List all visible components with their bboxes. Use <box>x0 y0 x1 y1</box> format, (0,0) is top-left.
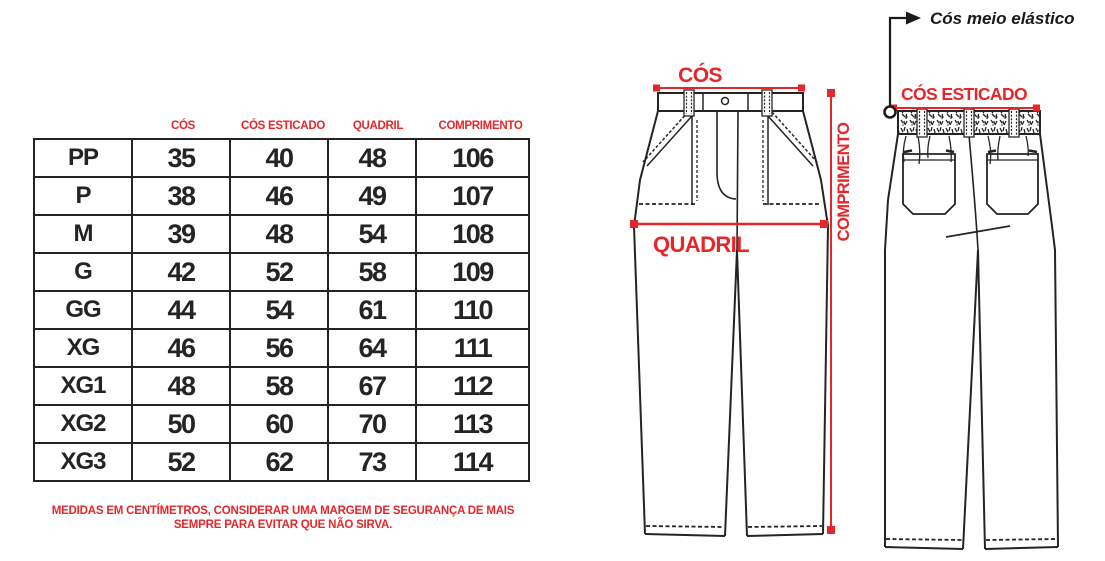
measure-cell: 40 <box>230 139 328 177</box>
measure-cell: 62 <box>230 443 328 481</box>
pants-technical-drawing <box>595 0 1105 561</box>
column-header-cos: CÓS <box>170 120 196 132</box>
cos-measure-line <box>653 63 805 92</box>
table-row <box>34 291 529 329</box>
measure-cell: 109 <box>416 253 529 291</box>
measure-cell: 58 <box>230 367 328 405</box>
back-annotations <box>885 9 1075 118</box>
table-row <box>34 329 529 367</box>
table-footnote <box>8 505 558 532</box>
table-row <box>34 253 529 291</box>
measure-cell: 46 <box>230 177 328 215</box>
measure-cell: 49 <box>328 177 416 215</box>
measure-cell: 54 <box>328 215 416 253</box>
pants-front-view <box>634 90 828 536</box>
cos-esticado-label: CÓS ESTICADO <box>900 84 1028 104</box>
quadril-label: QUADRIL <box>652 232 750 257</box>
measure-cell: 48 <box>230 215 328 253</box>
size-table <box>33 138 530 482</box>
size-cell: GG <box>34 291 132 329</box>
measure-cell: 52 <box>132 443 230 481</box>
callout-label: Cós meio elástico <box>930 9 1075 28</box>
table-row <box>34 215 529 253</box>
table-row <box>34 139 529 177</box>
size-cell: XG3 <box>34 443 132 481</box>
measure-cell: 112 <box>416 367 529 405</box>
comprimento-measure-line <box>827 89 853 534</box>
size-cell: XG2 <box>34 405 132 443</box>
size-table-body <box>34 139 529 481</box>
measure-cell: 48 <box>328 139 416 177</box>
size-cell: PP <box>34 139 132 177</box>
measure-cell: 61 <box>328 291 416 329</box>
front-button <box>722 98 729 105</box>
table-row <box>34 443 529 481</box>
measure-cell: 107 <box>416 177 529 215</box>
measure-cell: 38 <box>132 177 230 215</box>
measure-cell: 111 <box>416 329 529 367</box>
measure-cell: 67 <box>328 367 416 405</box>
size-cell: G <box>34 253 132 291</box>
callout-ring <box>885 107 896 118</box>
table-row <box>34 405 529 443</box>
comprimento-label: COMPRIMENTO <box>835 122 853 242</box>
measure-cell: 46 <box>132 329 230 367</box>
front-annotations <box>630 63 853 534</box>
quadril-measure-line <box>630 220 828 257</box>
measure-cell: 42 <box>132 253 230 291</box>
table-row <box>34 367 529 405</box>
measure-cell: 39 <box>132 215 230 253</box>
measure-cell: 73 <box>328 443 416 481</box>
column-header-cos-esticado: CÓS ESTICADO <box>241 120 325 132</box>
measure-cell: 35 <box>132 139 230 177</box>
measure-cell: 54 <box>230 291 328 329</box>
measure-cell: 56 <box>230 329 328 367</box>
measure-cell: 114 <box>416 443 529 481</box>
cos-label: CÓS <box>678 64 722 87</box>
measure-cell: 48 <box>132 367 230 405</box>
column-header-quadril: QUADRIL <box>352 120 404 132</box>
size-cell: P <box>34 177 132 215</box>
measure-cell: 60 <box>230 405 328 443</box>
column-header-comprimento: COMPRIMENTO <box>438 120 523 132</box>
pants-back-view <box>885 109 1058 549</box>
measure-cell: 110 <box>416 291 529 329</box>
measure-cell: 113 <box>416 405 529 443</box>
size-cell: M <box>34 215 132 253</box>
table-row <box>34 177 529 215</box>
measure-cell: 70 <box>328 405 416 443</box>
measure-cell: 50 <box>132 405 230 443</box>
measure-cell: 58 <box>328 253 416 291</box>
measure-cell: 64 <box>328 329 416 367</box>
footnote-line-1: MEDIDAS EM CENTÍMETROS, CONSIDERAR UMA MARGEM DE SEGURANÇA DE MAIS <box>51 505 515 517</box>
cos-esticado-measure-line <box>890 83 1040 112</box>
size-cell: XG1 <box>34 367 132 405</box>
size-cell: XG <box>34 329 132 367</box>
measure-cell: 106 <box>416 139 529 177</box>
measure-cell: 52 <box>230 253 328 291</box>
callout-arrow-icon <box>906 12 921 25</box>
measure-cell: 44 <box>132 291 230 329</box>
footnote-line-2: SEMPRE PARA EVITAR QUE NÃO SIRVA. <box>173 518 393 531</box>
measure-cell: 108 <box>416 215 529 253</box>
